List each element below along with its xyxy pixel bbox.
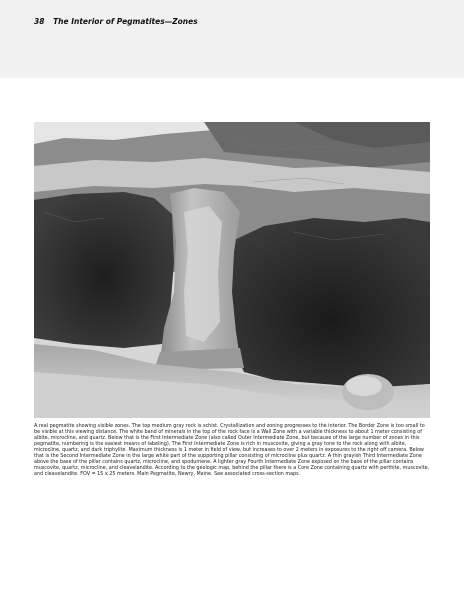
pegmatite-photograph (34, 122, 430, 418)
running-head (34, 17, 198, 26)
figure-caption: A real pegmatite showing visible zones. The top medium gray rock is schist. Crystallization and zoning progresses to the interior. The Border Zone is too small to be visible at this viewing distance. The white band of minerals in the top of the rock face is a Wall Zone with a variable thickness to about 1 meter consisting of albite, microcline, and quartz. Below that is the First Intermediate Zone (also called Outer Intermediate Zone, but because of the large number of zones in this pegmatite, numbering is the easiest means of labeling). The First Intermediate Zone is rich in muscovite, giving a gray tone to the rock along with albite, microcline, quartz, and dark triphylite. Maximum thickness is 1 meter in field of view, but increases to over 2 meters in exposures to the right off camera. Below that is the Second Intermediate Zone in the large white part of the supporting pillar consisting of microcline plus quartz. A thin grayish Third Intermediate Zone above the base of the pillar contains quartz, microcline, and spodumene. A lighter gray Fourth Intermediate Zone exposed on the base of the pillar contains muscovite, quartz, microcline, and cleavelandite. According to the geologic map, behind the pillar there is a Core Zone containing quartz with perthite, muscovite, and cleavelandite. FOV = 15 x 25 meters. Main Pegmatite, Newry, Maine. See associated cross-section maps. (34, 423, 430, 478)
header-band (0, 0, 464, 78)
running-title: The Interior of Pegmatites—Zones (53, 17, 198, 26)
page-number: 38 (34, 17, 45, 26)
